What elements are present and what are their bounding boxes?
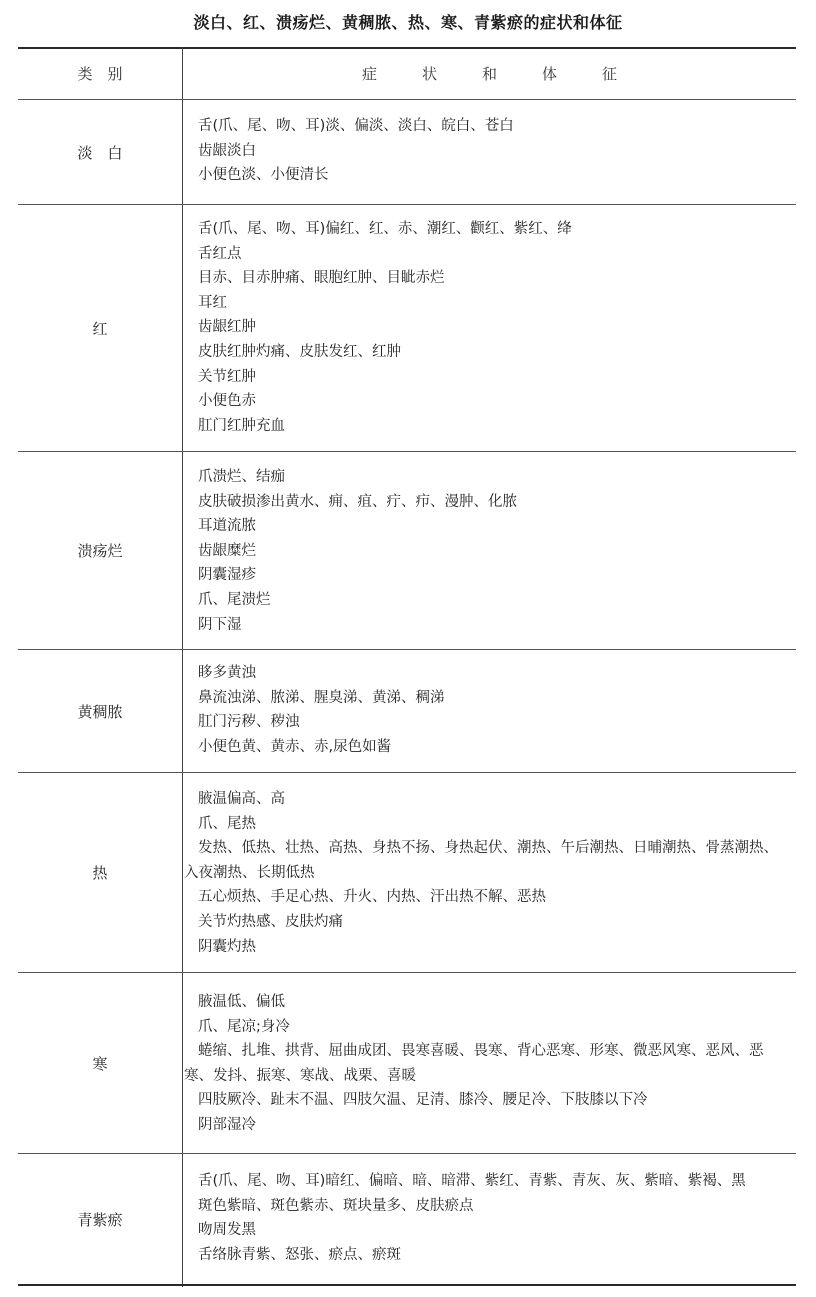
row-symptoms-red [198,217,788,438]
list-item: 鼻流浊涕、脓涕、腥臭涕、黄涕、稠涕 [198,689,445,706]
list-item: 齿龈红肿 [198,319,256,336]
list-item: 阴囊湿疹 [198,567,256,584]
row-symptoms-pale [198,114,788,188]
list-item: 舌(爪、尾、吻、耳)偏红、红、赤、潮红、颧红、紫红、绛 [198,221,572,237]
list-item: 皮肤破损渗出黄水、痈、疽、疔、疖、漫肿、化脓 [198,493,517,510]
list-item: 关节灼热感、皮肤灼痛 [198,913,343,930]
list-item: 小便色黄、黄赤、赤,尿色如酱 [198,738,392,755]
list-item: 爪、尾热 [198,815,256,832]
list-item: 小便色赤 [198,393,256,410]
row-symptoms-heat [184,787,788,959]
row-symptoms-ulcer [198,465,788,637]
list-item: 皮肤红肿灼痛、皮肤发红、红肿 [198,343,401,360]
list-item: 眵多黄浊 [198,665,256,681]
list-item: 五心烦热、手足心热、升火、内热、汗出热不解、恶热 [198,889,546,906]
list-item: 耳道流脓 [198,518,256,535]
list-item: 腋温偏高、高 [198,791,285,807]
row-category-cold: 寒 [92,1054,108,1073]
list-item: 斑色紫暗、斑色紫赤、斑块量多、皮肤瘀点 [198,1197,474,1214]
list-item: 舌红点 [198,245,242,262]
row-category-red: 红 [92,319,108,338]
list-item: 舌(爪、尾、吻、耳)淡、偏淡、淡白、皖白、苍白 [198,118,514,134]
list-item: 蜷缩、扎堆、拱背、屈曲成团、畏寒喜暖、畏寒、背心恶寒、形寒、微恶风寒、恶风、恶寒、发抖、振寒、寒战、战栗、喜暖 [184,1043,764,1084]
header-category: 类 别 [77,64,123,83]
row-symptoms-yellow-pus [198,661,788,759]
list-item: 齿龈糜烂 [198,542,256,559]
list-item: 目赤、目赤肿痛、眼胞红肿、目眦赤烂 [198,270,445,287]
header-symptoms: 症 状 和 体 征 [361,64,617,83]
row-category-yellow-pus: 黄稠脓 [77,702,123,721]
row-category-heat: 热 [92,864,108,882]
list-item: 阴下湿 [198,616,242,633]
row-category-cyanosis: 青紫瘀 [77,1210,123,1229]
row-category-ulcer: 溃疡烂 [77,542,123,560]
list-item: 阴囊灼热 [198,938,256,955]
list-item: 关节红肿 [198,368,256,385]
symptom-table [18,47,796,1287]
list-item: 耳红 [198,294,227,311]
list-item: 吻周发黑 [198,1222,256,1239]
row-symptoms-cold [184,990,788,1138]
list-item: 小便色淡、小便清长 [198,167,329,184]
column-divider [182,47,183,1287]
list-item: 爪、尾溃烂 [198,591,271,608]
row-category-pale: 淡 白 [77,143,123,162]
row-symptoms-cyanosis [198,1169,788,1267]
list-item: 肛门红肿充血 [198,417,285,434]
list-item: 四肢厥冷、趾末不温、四肢欠温、足清、膝冷、腰足冷、下肢膝以下冷 [198,1092,648,1109]
page-title: 淡白、红、溃疡烂、黄稠脓、热、寒、青紫瘀的症状和体征 [193,13,623,32]
list-item: 阴部湿冷 [198,1116,256,1133]
list-item: 腋温低、偏低 [198,994,285,1010]
list-item: 舌(爪、尾、吻、耳)暗红、偏暗、暗、暗滞、紫红、青紫、青灰、灰、紫暗、紫褐、黑 [198,1173,746,1189]
table-bottom-rule [18,1284,796,1286]
list-item: 爪溃烂、结痂 [198,469,285,485]
list-item: 爪、尾凉;身冷 [198,1018,290,1035]
list-item: 肛门污秽、秽浊 [198,714,300,731]
list-item: 齿龈淡白 [198,142,256,159]
list-item: 发热、低热、壮热、高热、身热不扬、身热起伏、潮热、午后潮热、日晡潮热、骨蒸潮热、入夜潮热、长期低热 [184,840,778,881]
list-item: 舌络脉青紫、怒张、瘀点、瘀斑 [198,1246,401,1263]
